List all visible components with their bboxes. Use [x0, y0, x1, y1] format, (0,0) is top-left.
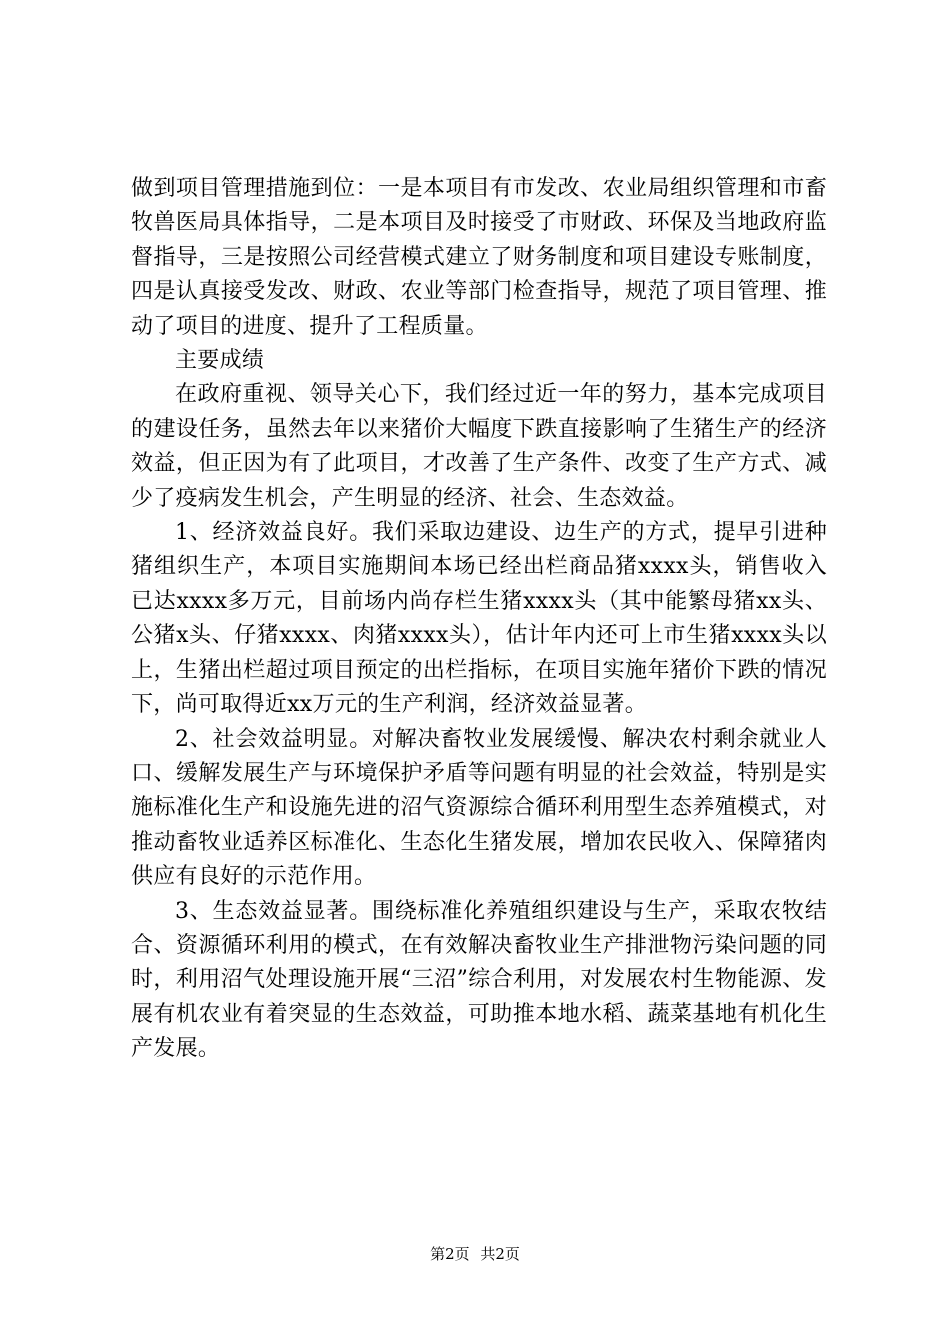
paragraph-economic-benefit: 1、经济效益良好。我们采取边建设、边生产的方式，提早引进种猪组织生产，本项目实施期间本场已经出栏商品猪xxxx头，销售收入已达xxxx多万元，目前场内尚存栏生猪xxxx头（其中能繁母猪xx头、公猪x头、仔猪xxxx、肉猪xxxx头），估计年内还可上市生猪xxxx头以上，生猪出栏超过项目预定的出栏指标，在项目实施年猪价下跌的情况下，尚可取得近xx万元的生产利润，经济效益显著。	[131, 520, 827, 718]
paragraph-ecological-benefit: 3、生态效益显著。围绕标准化养殖组织建设与生产，采取农牧结合、资源循环利用的模式，在有效解决畜牧业生产排泄物污染问题的同时，利用沼气处理设施开展“三沼”综合利用，对发展农村生物能源、发展有机农业有着突显的生态效益，可助推本地水稻、蔬菜基地有机化生产发展。	[131, 898, 827, 1062]
paragraph-achievements-intro: 在政府重视、领导关心下，我们经过近一年的努力，基本完成项目的建设任务，虽然去年以来猪价大幅度下跌直接影响了生猪生产的经济效益，但正因为有了此项目，才改善了生产条件、改变了生产方式、减少了疫病发生机会，产生明显的经济、社会、生态效益。	[131, 382, 827, 511]
page-total: 共2页	[480, 1245, 520, 1263]
document-body	[131, 172, 827, 1067]
section-heading-achievements: 主要成绩	[175, 348, 265, 374]
page-footer	[0, 1244, 950, 1264]
page-number: 第2页	[430, 1245, 470, 1263]
paragraph-management-measures: 做到项目管理措施到位：一是本项目有市发改、农业局组织管理和市畜牧兽医局具体指导，二是本项目及时接受了市财政、环保及当地政府监督指导，三是按照公司经营模式建立了财务制度和项目建设专账制度，四是认真接受发改、财政、农业等部门检查指导，规范了项目管理、推动了项目的进度、提升了工程质量。	[131, 176, 827, 339]
paragraph-social-benefit: 2、社会效益明显。对解决畜牧业发展缓慢、解决农村剩余就业人口、缓解发展生产与环境保护矛盾等问题有明显的社会效益，特别是实施标准化生产和设施先进的沼气资源综合循环利用型生态养殖模式，对推动畜牧业适养区标准化、生态化生猪发展，增加农民收入、保障猪肉供应有良好的示范作用。	[131, 726, 827, 890]
